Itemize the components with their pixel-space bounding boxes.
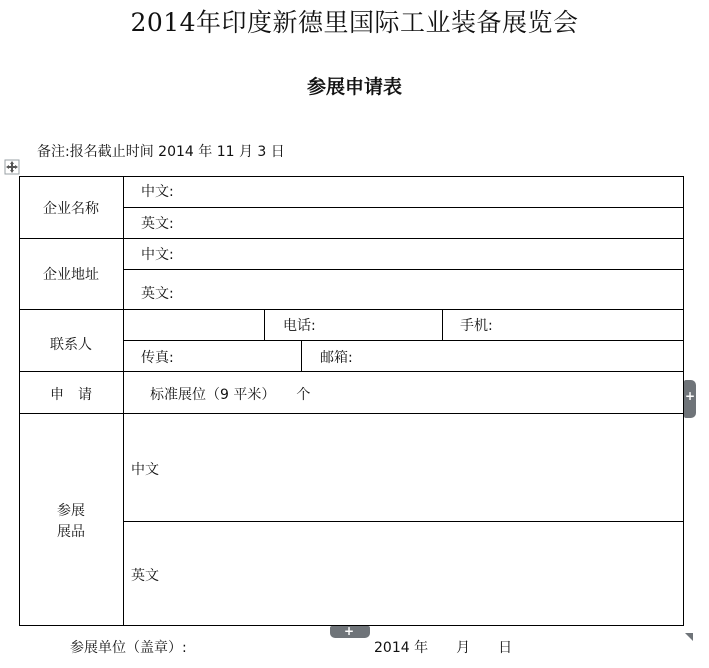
company-name-en-field[interactable]: 英文: [141,216,174,232]
page-title: 2014年印度新德里国际工业装备展览会 [130,8,579,37]
booth-quantity-field[interactable]: 标准展位（9 平米） 个 [150,387,311,403]
plus-icon: + [685,389,696,403]
fax-field[interactable]: 传真: [141,350,174,366]
deadline-note: 备注:报名截止时间 2014 年 11 月 3 日 [37,144,285,160]
email-field[interactable]: 邮箱: [320,350,353,366]
exhibits-en-field[interactable]: 英文 [131,568,159,584]
company-name-cn-field[interactable]: 中文: [141,184,174,200]
mobile-field[interactable]: 手机: [460,318,493,334]
add-row-button[interactable] [330,626,370,638]
move-handle-icon[interactable] [4,159,20,175]
contact-name-field[interactable] [124,310,264,340]
add-column-button[interactable] [684,380,696,418]
resize-corner-icon[interactable] [685,626,693,634]
plus-icon: + [344,624,355,638]
contact-person-label: 联系人 [50,337,92,353]
phone-field[interactable]: 电话: [283,318,316,334]
company-name-label: 企业名称 [43,201,99,217]
exhibits-cn-field[interactable]: 中文 [131,462,159,478]
exhibits-label-line1: 参展 [57,503,85,519]
company-address-label: 企业地址 [43,267,99,283]
form-subtitle: 参展申请表 [306,76,402,98]
exhibits-label-line2: 展品 [57,524,85,540]
company-address-en-field[interactable]: 英文: [141,286,174,302]
signature-date: 2014 年 月 日 [374,640,513,656]
company-address-cn-field[interactable]: 中文: [141,247,174,263]
exhibitor-stamp-label: 参展单位（盖章）: [70,640,187,656]
apply-label: 申 请 [50,387,92,403]
